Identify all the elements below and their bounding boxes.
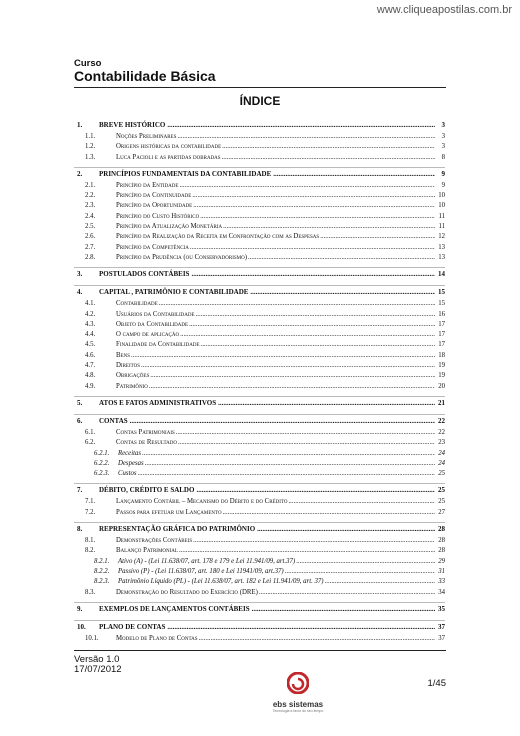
toc-number: 4.3.	[85, 320, 96, 328]
toc-number: 8.2.1.	[94, 557, 110, 565]
toc-title: Princípio da Continuidade	[116, 192, 192, 200]
toc-leader-dots	[179, 181, 435, 191]
toc-title: Balanço Patrimonial	[116, 547, 178, 555]
toc-title: Contas de Resultado	[116, 439, 177, 447]
toc-number: 6.2.2.	[94, 459, 110, 467]
toc-page-number: 16	[438, 310, 445, 318]
toc-page-number: 11	[438, 223, 445, 231]
toc-section-row[interactable]	[74, 243, 445, 253]
toc-title: Ativo (A) - (Lei 11.638/07, art. 178 e 179 e Lei 11.941/09, art.37)	[118, 557, 296, 565]
toc-title: PRINCÍPIOS FUNDAMENTAIS DA CONTABILIDADE	[99, 169, 272, 178]
toc-page-number: 22	[438, 428, 445, 436]
company-logo	[268, 672, 328, 713]
toc-title: Receitas	[118, 449, 142, 457]
toc-section-row[interactable]	[74, 330, 445, 340]
toc-title: Princípio da Oportunidade	[116, 202, 193, 210]
toc-section-row[interactable]	[74, 340, 445, 350]
version-label: Versão 1.0	[74, 654, 120, 665]
toc-page-number: 33	[438, 578, 445, 586]
toc-title: CONTAS	[99, 416, 128, 425]
toc-section-row[interactable]	[74, 536, 445, 546]
toc-title: Princípio da Prudência (ou Conservadorismo)	[116, 253, 247, 261]
toc-page-number: 24	[438, 459, 445, 467]
toc-number: 1.	[77, 121, 83, 129]
toc-page-number: 19	[438, 362, 445, 370]
toc-page-number: 37	[438, 622, 445, 631]
toc-subsection-row[interactable]	[74, 577, 445, 587]
toc-page-number: 35	[438, 604, 445, 613]
toc-number: 6.2.3.	[94, 470, 110, 478]
toc-page-number: 15	[438, 300, 445, 308]
toc-page-number: 20	[438, 382, 445, 390]
toc-leader-dots	[192, 191, 435, 201]
toc-title: Passos para efetuar um Lançamento	[116, 508, 222, 516]
toc-section-row[interactable]	[74, 634, 445, 644]
toc-section-row[interactable]	[74, 222, 445, 232]
toc-number: 10.1.	[85, 634, 99, 642]
toc-leader-dots	[218, 397, 435, 410]
toc-number: 4.4.	[85, 331, 96, 339]
toc-title: Patrimônio	[116, 382, 148, 390]
toc-title: REPRESENTAÇÃO GRÁFICA DO PATRIMÔNIO	[99, 525, 256, 534]
toc-page-number: 23	[438, 439, 445, 447]
toc-page-number: 28	[438, 537, 445, 545]
logo-tagline: Tecnologia a favor do seu tempo	[272, 709, 324, 713]
toc-chapter-row[interactable]	[74, 620, 445, 634]
toc-leader-dots	[141, 361, 435, 371]
toc-section-row[interactable]	[74, 310, 445, 320]
toc-section-row[interactable]	[74, 382, 445, 392]
toc-chapter-row[interactable]	[74, 414, 445, 428]
toc-title: Objeto da Contabilidade	[116, 320, 189, 328]
toc-leader-dots	[259, 588, 435, 598]
toc-leader-dots	[177, 132, 435, 142]
toc-leader-dots	[273, 168, 435, 181]
toc-leader-dots	[257, 523, 435, 536]
toc-leader-dots	[285, 567, 435, 577]
toc-leader-dots	[189, 320, 435, 330]
toc-section-row[interactable]	[74, 428, 445, 438]
toc-leader-dots	[131, 351, 435, 361]
toc-page-number: 28	[438, 547, 445, 555]
toc-leader-dots	[248, 253, 435, 263]
toc-page-number: 9	[441, 181, 445, 189]
toc-subsection-row[interactable]	[74, 469, 445, 479]
toc-chapter-row[interactable]	[74, 119, 445, 132]
toc-leader-dots	[325, 577, 435, 587]
toc-title: Princípio da Entidade	[116, 181, 179, 189]
index-title: ÍNDICE	[239, 94, 281, 108]
logo-name: ebs sistemas	[272, 700, 324, 709]
toc-title: Princípio da Competência	[116, 243, 189, 251]
watermark: www.cliqueapostilas.com.br	[376, 4, 512, 16]
toc-leader-dots	[191, 268, 435, 281]
toc-title: Finalidade da Contabilidade	[116, 341, 200, 349]
toc-number: 4.5.	[85, 341, 96, 349]
toc-leader-dots	[149, 382, 435, 392]
toc-page-number: 34	[438, 588, 445, 596]
toc-number: 2.3.	[85, 202, 96, 210]
toc-page-number: 24	[438, 449, 445, 457]
toc-number: 8.	[77, 525, 83, 534]
toc-chapter-row[interactable]	[74, 396, 445, 410]
toc-number: 7.2.	[85, 508, 96, 516]
header-label: Curso	[74, 58, 102, 69]
toc-number: 1.1.	[85, 133, 96, 140]
toc-title: Usuários da Contabilidade	[116, 310, 195, 318]
toc-section-row[interactable]	[74, 212, 445, 222]
toc-number: 2.8.	[85, 253, 96, 261]
toc-page-number: 25	[438, 470, 445, 478]
toc-page-number: 3	[441, 121, 445, 129]
toc-section-row[interactable]	[74, 253, 445, 263]
toc-leader-dots	[178, 438, 435, 448]
toc-leader-dots	[200, 212, 435, 222]
toc-leader-dots	[288, 497, 435, 507]
toc-chapter-row[interactable]	[74, 522, 445, 536]
toc-number: 4.1.	[85, 300, 96, 308]
toc-title: Direitos	[116, 362, 140, 370]
toc-number: 2.7.	[85, 243, 96, 251]
toc-page-number: 17	[438, 320, 445, 328]
toc-number: 1.2.	[85, 143, 96, 151]
toc-section-row[interactable]	[74, 201, 445, 211]
toc-number: 4.9.	[85, 382, 96, 390]
toc-page-number: 22	[438, 416, 445, 425]
toc-leader-dots	[190, 243, 435, 253]
toc-title: EXEMPLOS DE LANÇAMENTOS CONTÁBEIS	[99, 604, 250, 613]
toc-section-row[interactable]	[74, 546, 445, 556]
toc-leader-dots	[222, 153, 435, 163]
toc-number: 7.1.	[85, 498, 96, 506]
toc-title: BREVE HISTÓRICO	[99, 121, 166, 129]
toc-leader-dots	[180, 330, 435, 340]
toc-leader-dots	[252, 603, 435, 616]
toc-number: 4.	[77, 288, 83, 297]
toc-number: 2.2.	[85, 192, 96, 200]
toc-page-number: 17	[438, 331, 445, 339]
toc-section-row[interactable]	[74, 508, 445, 518]
toc-number: 8.2.2.	[94, 567, 110, 575]
toc-leader-dots	[223, 222, 435, 232]
toc-leader-dots	[193, 536, 435, 546]
footer-divider	[74, 650, 446, 651]
toc-chapter-row[interactable]	[74, 285, 445, 299]
toc-page-number: 28	[438, 525, 445, 534]
toc-title: Contas Patrimoniais	[116, 428, 175, 436]
toc-number: 2.5.	[85, 223, 96, 231]
toc-page-number: 21	[438, 398, 445, 407]
toc-title: Contabilidade	[116, 300, 158, 308]
toc-title: Despesas	[118, 459, 144, 467]
toc-page-number: 13	[438, 253, 445, 261]
toc-page-number: 14	[438, 270, 445, 279]
toc-number: 6.2.	[85, 439, 96, 447]
toc-number: 8.2.	[85, 547, 96, 555]
toc-number: 9.	[77, 604, 83, 613]
toc-subsection-row[interactable]	[74, 459, 445, 469]
toc-title: Demonstração do Resultado do Exercício (DRE)	[116, 588, 258, 596]
toc-page-number: 25	[438, 498, 445, 506]
header-divider	[74, 87, 446, 88]
toc-leader-dots	[167, 621, 435, 634]
toc-leader-dots	[196, 484, 435, 497]
toc-section-row[interactable]	[74, 181, 445, 191]
toc-number: 4.6.	[85, 351, 96, 359]
toc-title: Princípio do Custo Histórico	[116, 212, 200, 220]
toc-chapter-row[interactable]	[74, 602, 445, 616]
toc-title: PLANO DE CONTAS	[99, 622, 166, 631]
toc-page-number: 13	[438, 243, 445, 251]
toc-number: 10.	[77, 622, 86, 631]
toc-leader-dots	[223, 508, 435, 518]
toc-section-row[interactable]	[74, 232, 445, 242]
toc-page-number: 25	[438, 486, 445, 495]
toc-number: 8.1.	[85, 537, 96, 545]
toc-chapter-row[interactable]	[74, 483, 445, 497]
toc-page-number: 8	[441, 153, 445, 161]
toc-number: 3.	[77, 270, 83, 279]
toc-page-number: 3	[441, 143, 445, 151]
toc-page-number: 12	[438, 233, 445, 241]
toc-title: Patrimônio Líquido (PL) - (Lei 11.638/07, art. 182 e Lei 11.941/09, art. 37)	[118, 578, 324, 586]
toc-leader-dots	[199, 634, 435, 644]
toc-page-number: 29	[438, 557, 445, 565]
toc-leader-dots	[145, 459, 435, 469]
ebs-logo-icon	[287, 672, 309, 694]
toc-number: 5.	[77, 398, 83, 407]
toc-subsection-row[interactable]	[74, 557, 445, 567]
toc-section-row[interactable]	[74, 361, 445, 371]
toc-title: POSTULADOS CONTÁBEIS	[99, 270, 190, 279]
toc-number: 8.2.3.	[94, 578, 110, 586]
toc-leader-dots	[176, 428, 435, 438]
toc-title: Princípio da Realização da Receita em Confrontação com as Despesas	[116, 233, 320, 241]
toc-page-number: 10	[438, 202, 445, 210]
toc-leader-dots	[150, 371, 435, 381]
toc-title: Bens	[116, 351, 130, 359]
page-number: 1/45	[427, 678, 446, 689]
toc-section-row[interactable]	[74, 320, 445, 330]
toc-page-number: 17	[438, 341, 445, 349]
toc-title: Demonstrações Contábeis	[116, 537, 193, 545]
toc-title: Origens históricas da contabilidade	[116, 143, 222, 151]
toc-title: Lançamento Contábil – Mecanismo do Débito e do Crédito	[116, 498, 288, 506]
toc-leader-dots	[320, 232, 435, 242]
toc-title: Modelo de Plano de Contas	[116, 634, 198, 642]
toc-number: 7.	[77, 486, 83, 495]
toc-number: 6.1.	[85, 428, 96, 436]
toc-title: Obrigações	[116, 372, 150, 380]
toc-number: 6.	[77, 416, 83, 425]
toc-page-number: 9	[441, 169, 445, 178]
toc-section-row[interactable]	[74, 497, 445, 507]
date-label: 17/07/2012	[74, 664, 122, 675]
toc-title: ATOS E FATOS ADMINISTRATIVOS	[99, 398, 217, 407]
toc-leader-dots	[196, 310, 435, 320]
toc-chapter-row[interactable]	[74, 167, 445, 181]
toc-section-row[interactable]	[74, 588, 445, 598]
toc-title: Custos	[118, 470, 137, 478]
toc-section-row[interactable]	[74, 371, 445, 381]
toc-section-row[interactable]	[74, 299, 445, 309]
toc-number: 4.7.	[85, 362, 96, 370]
toc-leader-dots	[193, 201, 435, 211]
toc-leader-dots	[167, 119, 435, 132]
toc-section-row[interactable]	[74, 191, 445, 201]
toc-page-number: 18	[438, 351, 445, 359]
toc-leader-dots	[130, 415, 435, 428]
toc-section-row[interactable]	[74, 351, 445, 361]
toc-section-row[interactable]	[74, 132, 445, 142]
toc-leader-dots	[138, 469, 435, 479]
toc-page-number: 19	[438, 372, 445, 380]
toc-page-number: 15	[438, 288, 445, 297]
toc-leader-dots	[142, 449, 435, 459]
toc-page-number: 10	[438, 192, 445, 200]
toc-title: DÉBITO, CRÉDITO E SALDO	[99, 486, 195, 495]
toc-number: 4.8.	[85, 372, 96, 380]
toc-section-row[interactable]	[74, 153, 445, 163]
toc-section-row[interactable]	[74, 438, 445, 448]
toc-number: 2.1.	[85, 181, 96, 189]
toc-chapter-row[interactable]	[74, 267, 445, 281]
toc-leader-dots	[179, 546, 435, 556]
toc-number: 2.4.	[85, 212, 96, 220]
toc-number: 1.3.	[85, 153, 96, 161]
toc-title: Passivo (P) - (Lei 11.638/07, art. 180 e Lei 11941/09, art.37)	[118, 567, 284, 575]
toc-leader-dots	[222, 142, 435, 152]
table-of-contents	[74, 119, 445, 644]
toc-number: 2.	[77, 169, 83, 178]
toc-page-number: 3	[441, 133, 445, 140]
toc-number: 6.2.1.	[94, 449, 110, 457]
toc-number: 8.3.	[85, 588, 96, 596]
toc-title: Luca Pacioli e as partidas dobradas	[116, 153, 221, 161]
toc-title: CAPITAL , PATRIMÔNIO E CONTABILIDADE	[99, 288, 249, 297]
toc-page-number: 27	[438, 508, 445, 516]
toc-leader-dots	[250, 286, 435, 299]
toc-title: Princípio da Atualização Monetária	[116, 223, 223, 231]
toc-page-number: 11	[438, 212, 445, 220]
toc-subsection-row[interactable]	[74, 449, 445, 459]
toc-title: Noções Preliminares	[116, 133, 177, 140]
toc-leader-dots	[201, 340, 435, 350]
course-title: Contabilidade Básica	[74, 68, 216, 84]
toc-page-number: 37	[438, 634, 445, 642]
toc-subsection-row[interactable]	[74, 567, 445, 577]
toc-page-number: 31	[438, 567, 445, 575]
toc-number: 2.6.	[85, 233, 96, 241]
toc-leader-dots	[159, 299, 435, 309]
toc-number: 4.2.	[85, 310, 96, 318]
toc-section-row[interactable]	[74, 142, 445, 152]
toc-title: O campo de aplicação	[116, 331, 180, 339]
toc-leader-dots	[296, 557, 435, 567]
